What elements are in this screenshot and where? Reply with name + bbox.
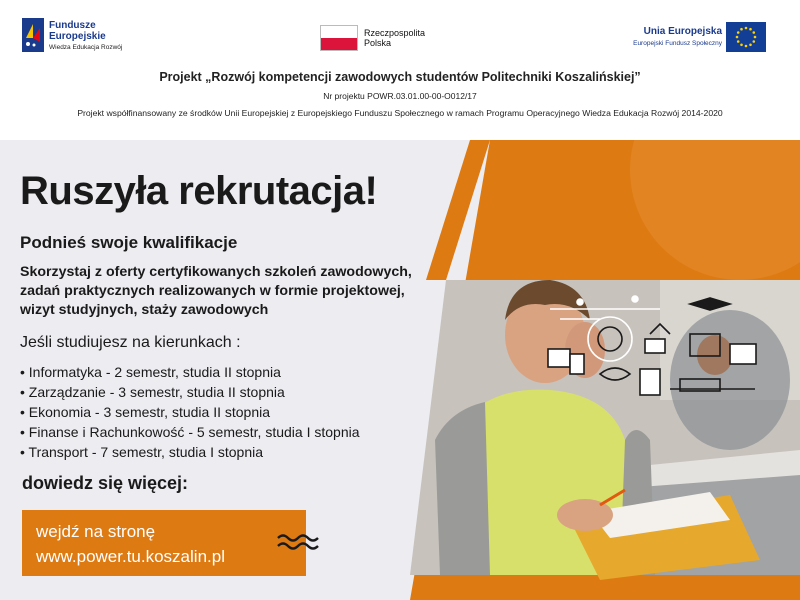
eu-flag-icon: [726, 22, 766, 52]
intro-text: Jeśli studiujesz na kierunkach :: [20, 334, 241, 351]
fe-line1: Fundusze: [49, 20, 96, 31]
education-icons-illustration: [540, 294, 770, 404]
headline: Ruszyła rekrutacja!: [20, 169, 378, 213]
eu-star-icon: [737, 40, 740, 43]
rp-line1: Rzeczpospolita: [364, 28, 426, 38]
poland-flag-icon: [320, 25, 358, 51]
eu-title: Unia Europejska: [643, 26, 722, 37]
eu-star-icon: [740, 43, 743, 46]
eu-sub: Europejski Fundusz Społeczny: [633, 40, 722, 47]
list-item: • Zarządzanie - 3 semestr, studia II stopnia: [20, 384, 285, 400]
learn-more-label: dowiedz się więcej:: [22, 473, 189, 493]
subheadline: Podnieś swoje kwalifikacje: [20, 233, 238, 252]
project-title: Projekt „Rozwój kompetencji zawodowych studentów Politechniki Koszalińskiej”: [159, 70, 641, 84]
course-list: [20, 362, 360, 462]
rp-line2: Polska: [364, 38, 392, 48]
list-item: • Ekonomia - 3 semestr, studia II stopnia: [20, 404, 271, 420]
eu-star-icon: [736, 36, 739, 39]
eu-star-icon: [740, 28, 743, 31]
website-link[interactable]: www.power.tu.koszalin.pl: [36, 547, 225, 566]
list-item: • Informatyka - 2 semestr, studia II stopnia: [20, 364, 281, 380]
eu-star-icon: [745, 45, 748, 48]
fundusze-europejskie-logo: [22, 18, 132, 54]
main-content: [0, 140, 800, 600]
eu-logo-text: [620, 26, 722, 50]
list-item: • Finanse i Rachunkowość - 5 semestr, studia I stopnia: [20, 424, 360, 440]
list-item: • Transport - 7 semestr, studia I stopnia: [20, 444, 264, 460]
lead-text: [20, 263, 450, 320]
funding-note: Projekt współfinansowany ze środków Unii Europejskiej z Europejskiego Funduszu Społecznego w ramach Programu Operacyjnego Wiedza Edukacja Rozwój 2014-2020: [77, 108, 723, 118]
fe-logo-text: [49, 20, 122, 53]
eu-star-icon: [745, 27, 748, 30]
fe-line2: Europejskie: [49, 31, 106, 42]
cta-line1: wejdź na stronę: [36, 522, 156, 541]
header: [0, 0, 800, 140]
eu-star-icon: [749, 43, 752, 46]
eu-logo: [620, 22, 780, 54]
fe-sub: Wiedza Edukacja Rozwój: [49, 44, 123, 51]
eu-star-icon: [754, 36, 757, 39]
eu-star-icon: [749, 28, 752, 31]
wave-icon: [276, 530, 324, 554]
lead-line: Skorzystaj z oferty certyfikowanych szkoleń zawodowych,: [20, 264, 412, 280]
eu-star-icon: [752, 31, 755, 34]
eu-star-icon: [752, 40, 755, 43]
fe-star-mark-icon: [22, 18, 44, 52]
project-number: Nr projektu POWR.03.01.00-00-O012/17: [323, 91, 477, 101]
website-cta[interactable]: [22, 510, 306, 576]
eu-star-icon: [737, 31, 740, 34]
lead-line: zadań praktycznych realizowanych w formie projektowej,: [20, 283, 405, 299]
rp-logo-text: [364, 28, 425, 48]
lead-line: wizyt studyjnych, staży zawodowych: [20, 302, 269, 318]
rzeczpospolita-logo: [320, 25, 440, 51]
